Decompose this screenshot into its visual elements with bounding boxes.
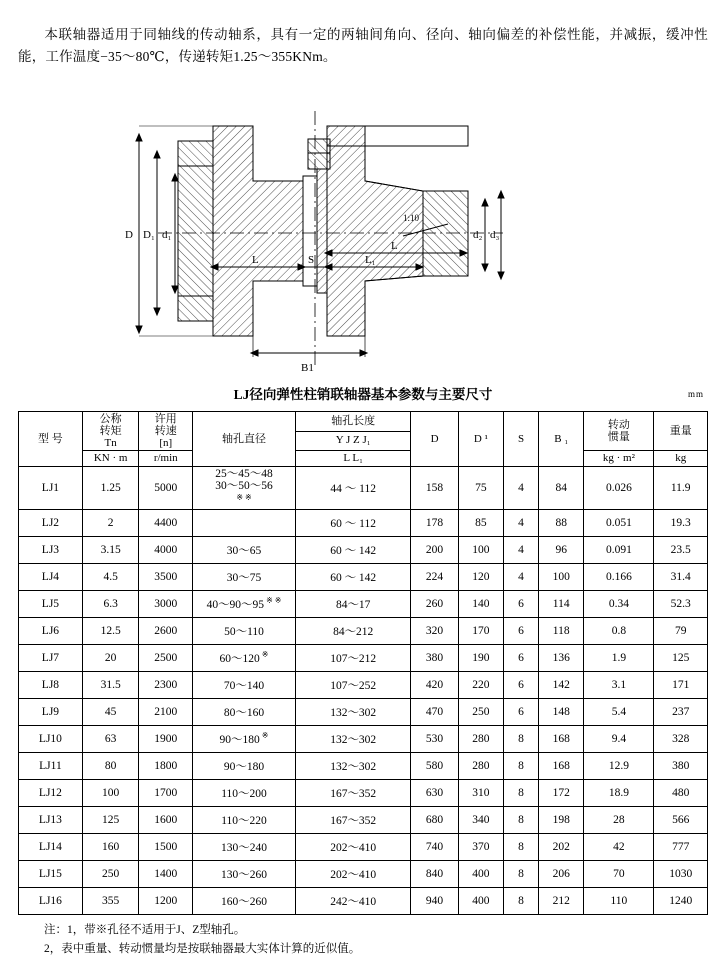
cell-D1: 310 bbox=[458, 779, 503, 806]
th-inertia-l1: 转动 bbox=[607, 419, 630, 431]
table-row bbox=[19, 590, 708, 617]
table-body bbox=[19, 467, 708, 915]
table-row bbox=[19, 779, 708, 806]
document-page bbox=[0, 14, 726, 955]
dim-label-d1: d₁ bbox=[162, 229, 172, 241]
cell-model: LJ15 bbox=[19, 860, 83, 887]
cell-inertia: 18.9 bbox=[584, 779, 654, 806]
cell-D1: 370 bbox=[458, 833, 503, 860]
cell-S: 8 bbox=[504, 752, 539, 779]
th-B1: B ₁ bbox=[539, 412, 584, 467]
footnote-star: ※ ※ bbox=[236, 493, 252, 502]
cell-S: 4 bbox=[504, 509, 539, 536]
cell-model: LJ14 bbox=[19, 833, 83, 860]
table-row bbox=[19, 617, 708, 644]
cell-S: 4 bbox=[504, 536, 539, 563]
th-bore-len-sub: L L₁ bbox=[296, 451, 411, 467]
cell-weight: 31.4 bbox=[654, 563, 708, 590]
cell-D: 470 bbox=[411, 698, 458, 725]
cell-D: 380 bbox=[411, 644, 458, 671]
cell-B1: 168 bbox=[539, 725, 584, 752]
cell-bore_len: 107～212 bbox=[296, 644, 411, 671]
cell-speed: 4000 bbox=[139, 536, 193, 563]
cell-S: 6 bbox=[504, 671, 539, 698]
cell-D1: 140 bbox=[458, 590, 503, 617]
cell-model: LJ3 bbox=[19, 536, 83, 563]
caption-title: LJ径向弹性柱销联轴器基本参数与主要尺寸 bbox=[233, 387, 493, 402]
cell-B1: 168 bbox=[539, 752, 584, 779]
cell-speed: 1400 bbox=[139, 860, 193, 887]
th-torque-l3: Tn bbox=[104, 437, 117, 449]
cell-bore_len: 167～352 bbox=[296, 779, 411, 806]
cell-D: 680 bbox=[411, 806, 458, 833]
cell-speed: 1800 bbox=[139, 752, 193, 779]
cell-bore_len: 60 ～ 142 bbox=[296, 536, 411, 563]
cell-B1: 136 bbox=[539, 644, 584, 671]
cell-bore_len: 44 ～ 112 bbox=[296, 467, 411, 510]
cell-model: LJ1 bbox=[19, 467, 83, 510]
cell-B1: 206 bbox=[539, 860, 584, 887]
cell-speed: 3000 bbox=[139, 590, 193, 617]
cell-D: 260 bbox=[411, 590, 458, 617]
table-row bbox=[19, 467, 708, 510]
th-S: S bbox=[504, 412, 539, 467]
cell-bore_len: 167～352 bbox=[296, 806, 411, 833]
footnote-star: ※ bbox=[259, 650, 269, 659]
cell-model: LJ11 bbox=[19, 752, 83, 779]
th-torque bbox=[82, 412, 139, 451]
cell-bore_dia: 30～65 bbox=[193, 536, 296, 563]
cell-bore_dia: 130～240 bbox=[193, 833, 296, 860]
table-row bbox=[19, 833, 708, 860]
cell-model: LJ13 bbox=[19, 806, 83, 833]
cell-model: LJ10 bbox=[19, 725, 83, 752]
cell-B1: 172 bbox=[539, 779, 584, 806]
note-line-2: 2，表中重量、转动惯量均是按联轴器最大实体计算的近似值。 bbox=[44, 942, 361, 955]
cell-weight: 566 bbox=[654, 806, 708, 833]
cell-S: 4 bbox=[504, 563, 539, 590]
cell-model: LJ9 bbox=[19, 698, 83, 725]
cell-bore_dia: 110～200 bbox=[193, 779, 296, 806]
cell-D: 530 bbox=[411, 725, 458, 752]
cell-torque: 80 bbox=[82, 752, 139, 779]
dim-label-L1: L₁ bbox=[365, 254, 376, 266]
th-inertia-l2: 惯量 bbox=[607, 431, 630, 443]
cell-B1: 198 bbox=[539, 806, 584, 833]
cell-bore_dia: 50～110 bbox=[193, 617, 296, 644]
cell-weight: 171 bbox=[654, 671, 708, 698]
table-row bbox=[19, 725, 708, 752]
cell-torque: 125 bbox=[82, 806, 139, 833]
table-row bbox=[19, 752, 708, 779]
th-speed bbox=[139, 412, 193, 451]
cell-S: 4 bbox=[504, 467, 539, 510]
cell-torque: 1.25 bbox=[82, 467, 139, 510]
cell-inertia: 42 bbox=[584, 833, 654, 860]
cell-B1: 84 bbox=[539, 467, 584, 510]
cell-D: 320 bbox=[411, 617, 458, 644]
cell-bore_dia bbox=[193, 509, 296, 536]
cell-B1: 118 bbox=[539, 617, 584, 644]
th-weight-unit: kg bbox=[654, 451, 708, 467]
cell-D: 224 bbox=[411, 563, 458, 590]
cell-inertia: 0.026 bbox=[584, 467, 654, 510]
cell-B1: 114 bbox=[539, 590, 584, 617]
dim-label-D1: D₁ bbox=[143, 229, 155, 241]
table-row bbox=[19, 887, 708, 914]
cell-torque: 20 bbox=[82, 644, 139, 671]
cell-bore_dia: 30～75 bbox=[193, 563, 296, 590]
cell-torque: 250 bbox=[82, 860, 139, 887]
cell-B1: 142 bbox=[539, 671, 584, 698]
cell-S: 6 bbox=[504, 617, 539, 644]
cell-model: LJ4 bbox=[19, 563, 83, 590]
cell-model: LJ5 bbox=[19, 590, 83, 617]
cell-bore_dia: 130～260 bbox=[193, 860, 296, 887]
dim-label-d3: d₃ bbox=[490, 229, 500, 241]
cell-S: 8 bbox=[504, 860, 539, 887]
cell-speed: 4400 bbox=[139, 509, 193, 536]
cell-model: LJ12 bbox=[19, 779, 83, 806]
cell-D1: 400 bbox=[458, 860, 503, 887]
th-bore-dia: 轴孔直径 bbox=[193, 412, 296, 467]
cell-torque: 2 bbox=[82, 509, 139, 536]
cell-D1: 280 bbox=[458, 725, 503, 752]
cell-D1: 85 bbox=[458, 509, 503, 536]
th-D: D bbox=[411, 412, 458, 467]
cell-speed: 2500 bbox=[139, 644, 193, 671]
th-bore-len-group: 轴孔长度 bbox=[296, 412, 411, 432]
cell-S: 8 bbox=[504, 806, 539, 833]
cell-speed: 2600 bbox=[139, 617, 193, 644]
th-speed-l1: 许用 bbox=[154, 413, 177, 425]
note-line-1: 注：1，带※孔径不适用于J、Z型轴孔。 bbox=[44, 923, 246, 936]
cell-S: 6 bbox=[504, 644, 539, 671]
cell-torque: 355 bbox=[82, 887, 139, 914]
th-speed-l3: [n] bbox=[159, 437, 173, 449]
th-inertia bbox=[584, 412, 654, 451]
cell-D: 178 bbox=[411, 509, 458, 536]
header-row-3 bbox=[19, 451, 708, 467]
cell-inertia: 5.4 bbox=[584, 698, 654, 725]
cell-bore_len: 60 ～ 142 bbox=[296, 563, 411, 590]
cell-torque: 31.5 bbox=[82, 671, 139, 698]
cell-weight: 23.5 bbox=[654, 536, 708, 563]
cell-bore_dia: 80～160 bbox=[193, 698, 296, 725]
cell-inertia: 9.4 bbox=[584, 725, 654, 752]
cell-bore_dia: 90～180 ※ bbox=[193, 725, 296, 752]
coupling-svg bbox=[103, 81, 623, 381]
dim-label-d2: d₂ bbox=[473, 229, 483, 241]
cell-speed: 2100 bbox=[139, 698, 193, 725]
intro-paragraph bbox=[18, 14, 708, 68]
cell-bore_len: 202～410 bbox=[296, 833, 411, 860]
cell-D: 630 bbox=[411, 779, 458, 806]
cell-inertia: 70 bbox=[584, 860, 654, 887]
cell-S: 8 bbox=[504, 725, 539, 752]
dim-label-L-left: L bbox=[252, 254, 259, 266]
cell-inertia: 0.051 bbox=[584, 509, 654, 536]
table-row bbox=[19, 860, 708, 887]
table-row bbox=[19, 806, 708, 833]
cell-model: LJ16 bbox=[19, 887, 83, 914]
cell-speed: 1700 bbox=[139, 779, 193, 806]
th-weight: 重量 bbox=[654, 412, 708, 451]
cell-inertia: 0.091 bbox=[584, 536, 654, 563]
cell-speed: 5000 bbox=[139, 467, 193, 510]
cell-D1: 400 bbox=[458, 887, 503, 914]
th-model: 型 号 bbox=[19, 412, 83, 467]
cell-S: 6 bbox=[504, 590, 539, 617]
table-row bbox=[19, 563, 708, 590]
cell-bore-dia-line1: 25～45～48 bbox=[215, 468, 273, 480]
cell-bore_dia: 70～140 bbox=[193, 671, 296, 698]
cell-speed: 3500 bbox=[139, 563, 193, 590]
cell-D: 420 bbox=[411, 671, 458, 698]
coupling-drawing bbox=[18, 81, 708, 381]
intro-text: 本联轴器适用于同轴线的传动轴系，具有一定的两轴间角向、径向、轴向偏差的补偿性能，并减振，缓冲性能，工作温度−35～80℃，传递转矩1.25～355KNm。 bbox=[18, 26, 708, 64]
cell-bore_dia: 40～90～95 ※ ※ bbox=[193, 590, 296, 617]
cell-D: 158 bbox=[411, 467, 458, 510]
cell-speed: 1900 bbox=[139, 725, 193, 752]
th-speed-l2: 转速 bbox=[154, 425, 177, 437]
cell-weight: 328 bbox=[654, 725, 708, 752]
cell-B1: 212 bbox=[539, 887, 584, 914]
cell-inertia: 1.9 bbox=[584, 644, 654, 671]
cell-bore_len: 132～302 bbox=[296, 752, 411, 779]
caption-unit: mm bbox=[687, 389, 704, 399]
cell-weight: 777 bbox=[654, 833, 708, 860]
figure-caption bbox=[18, 383, 708, 403]
cell-bore-dia-line2: 30～50～56 bbox=[215, 480, 273, 492]
th-speed-unit: r/min bbox=[139, 451, 193, 467]
cell-bore_dia: 160～260 bbox=[193, 887, 296, 914]
cell-B1: 100 bbox=[539, 563, 584, 590]
table-row bbox=[19, 671, 708, 698]
cell-torque: 4.5 bbox=[82, 563, 139, 590]
cell-weight: 79 bbox=[654, 617, 708, 644]
cell-D1: 120 bbox=[458, 563, 503, 590]
cell-D1: 75 bbox=[458, 467, 503, 510]
th-inertia-unit: kg · m² bbox=[584, 451, 654, 467]
cell-weight: 1030 bbox=[654, 860, 708, 887]
cell-bore_len: 132～302 bbox=[296, 725, 411, 752]
cell-inertia: 3.1 bbox=[584, 671, 654, 698]
cell-inertia: 12.9 bbox=[584, 752, 654, 779]
dim-label-D: D bbox=[125, 229, 133, 241]
cell-model: LJ8 bbox=[19, 671, 83, 698]
cell-weight: 237 bbox=[654, 698, 708, 725]
cell-model: LJ2 bbox=[19, 509, 83, 536]
cell-B1: 88 bbox=[539, 509, 584, 536]
th-torque-unit: KN · m bbox=[82, 451, 139, 467]
cell-D: 200 bbox=[411, 536, 458, 563]
cell-torque: 45 bbox=[82, 698, 139, 725]
cell-inertia: 0.34 bbox=[584, 590, 654, 617]
cell-D: 840 bbox=[411, 860, 458, 887]
cell-bore_dia: 90～180 bbox=[193, 752, 296, 779]
footnote-star: ※ bbox=[259, 731, 269, 740]
cell-torque: 12.5 bbox=[82, 617, 139, 644]
cell-D: 580 bbox=[411, 752, 458, 779]
dim-label-S: S bbox=[308, 254, 315, 266]
cell-S: 6 bbox=[504, 698, 539, 725]
cell-torque: 160 bbox=[82, 833, 139, 860]
cell-inertia: 110 bbox=[584, 887, 654, 914]
cell-D: 940 bbox=[411, 887, 458, 914]
table-head bbox=[19, 412, 708, 467]
table-row bbox=[19, 698, 708, 725]
table-row bbox=[19, 509, 708, 536]
cell-torque: 100 bbox=[82, 779, 139, 806]
cell-weight: 480 bbox=[654, 779, 708, 806]
cell-D1: 250 bbox=[458, 698, 503, 725]
cell-weight: 52.3 bbox=[654, 590, 708, 617]
taper-label: 1:10 bbox=[403, 213, 420, 223]
cell-D1: 220 bbox=[458, 671, 503, 698]
cell-bore_len: 132～302 bbox=[296, 698, 411, 725]
cell-B1: 148 bbox=[539, 698, 584, 725]
cell-weight: 125 bbox=[654, 644, 708, 671]
cell-inertia: 28 bbox=[584, 806, 654, 833]
cell-speed: 1600 bbox=[139, 806, 193, 833]
cell-D: 740 bbox=[411, 833, 458, 860]
th-torque-l1: 公称 bbox=[99, 413, 122, 425]
cell-bore_len: 202～410 bbox=[296, 860, 411, 887]
header-row-1 bbox=[19, 412, 708, 432]
cell-inertia: 0.166 bbox=[584, 563, 654, 590]
cell-bore_len: 60 ～ 112 bbox=[296, 509, 411, 536]
dim-label-B1: B1 bbox=[301, 362, 314, 374]
cell-inertia: 0.8 bbox=[584, 617, 654, 644]
cell-bore_len: 84～212 bbox=[296, 617, 411, 644]
cell-bore_dia: 110～220 bbox=[193, 806, 296, 833]
cell-weight: 1240 bbox=[654, 887, 708, 914]
cell-bore_dia: 60～120 ※ bbox=[193, 644, 296, 671]
cell-model: LJ7 bbox=[19, 644, 83, 671]
cell-weight: 19.3 bbox=[654, 509, 708, 536]
cell-bore_len: 84～17 bbox=[296, 590, 411, 617]
cell-bore_len: 242～410 bbox=[296, 887, 411, 914]
th-D1: D ¹ bbox=[458, 412, 503, 467]
cell-weight: 11.9 bbox=[654, 467, 708, 510]
table-row bbox=[19, 536, 708, 563]
table-notes bbox=[44, 921, 708, 959]
table-row bbox=[19, 644, 708, 671]
cell-torque: 6.3 bbox=[82, 590, 139, 617]
cell-D1: 190 bbox=[458, 644, 503, 671]
cell-D1: 100 bbox=[458, 536, 503, 563]
th-bore-len-types: Y J Z J₁ bbox=[296, 431, 411, 451]
cell-S: 8 bbox=[504, 887, 539, 914]
cell-D1: 340 bbox=[458, 806, 503, 833]
cell-weight: 380 bbox=[654, 752, 708, 779]
cell-bore_len: 107～252 bbox=[296, 671, 411, 698]
cell-torque: 3.15 bbox=[82, 536, 139, 563]
dim-label-L-right: L bbox=[391, 240, 398, 252]
cell-speed: 1200 bbox=[139, 887, 193, 914]
cell-bore_dia bbox=[193, 467, 296, 510]
cell-speed: 1500 bbox=[139, 833, 193, 860]
footnote-star: ※ ※ bbox=[264, 596, 282, 605]
cell-S: 8 bbox=[504, 833, 539, 860]
cell-D1: 170 bbox=[458, 617, 503, 644]
cell-B1: 202 bbox=[539, 833, 584, 860]
th-torque-l2: 转矩 bbox=[99, 425, 122, 437]
cell-B1: 96 bbox=[539, 536, 584, 563]
cell-model: LJ6 bbox=[19, 617, 83, 644]
cell-torque: 63 bbox=[82, 725, 139, 752]
cell-S: 8 bbox=[504, 779, 539, 806]
cell-D1: 280 bbox=[458, 752, 503, 779]
cell-speed: 2300 bbox=[139, 671, 193, 698]
spec-table bbox=[18, 411, 708, 915]
